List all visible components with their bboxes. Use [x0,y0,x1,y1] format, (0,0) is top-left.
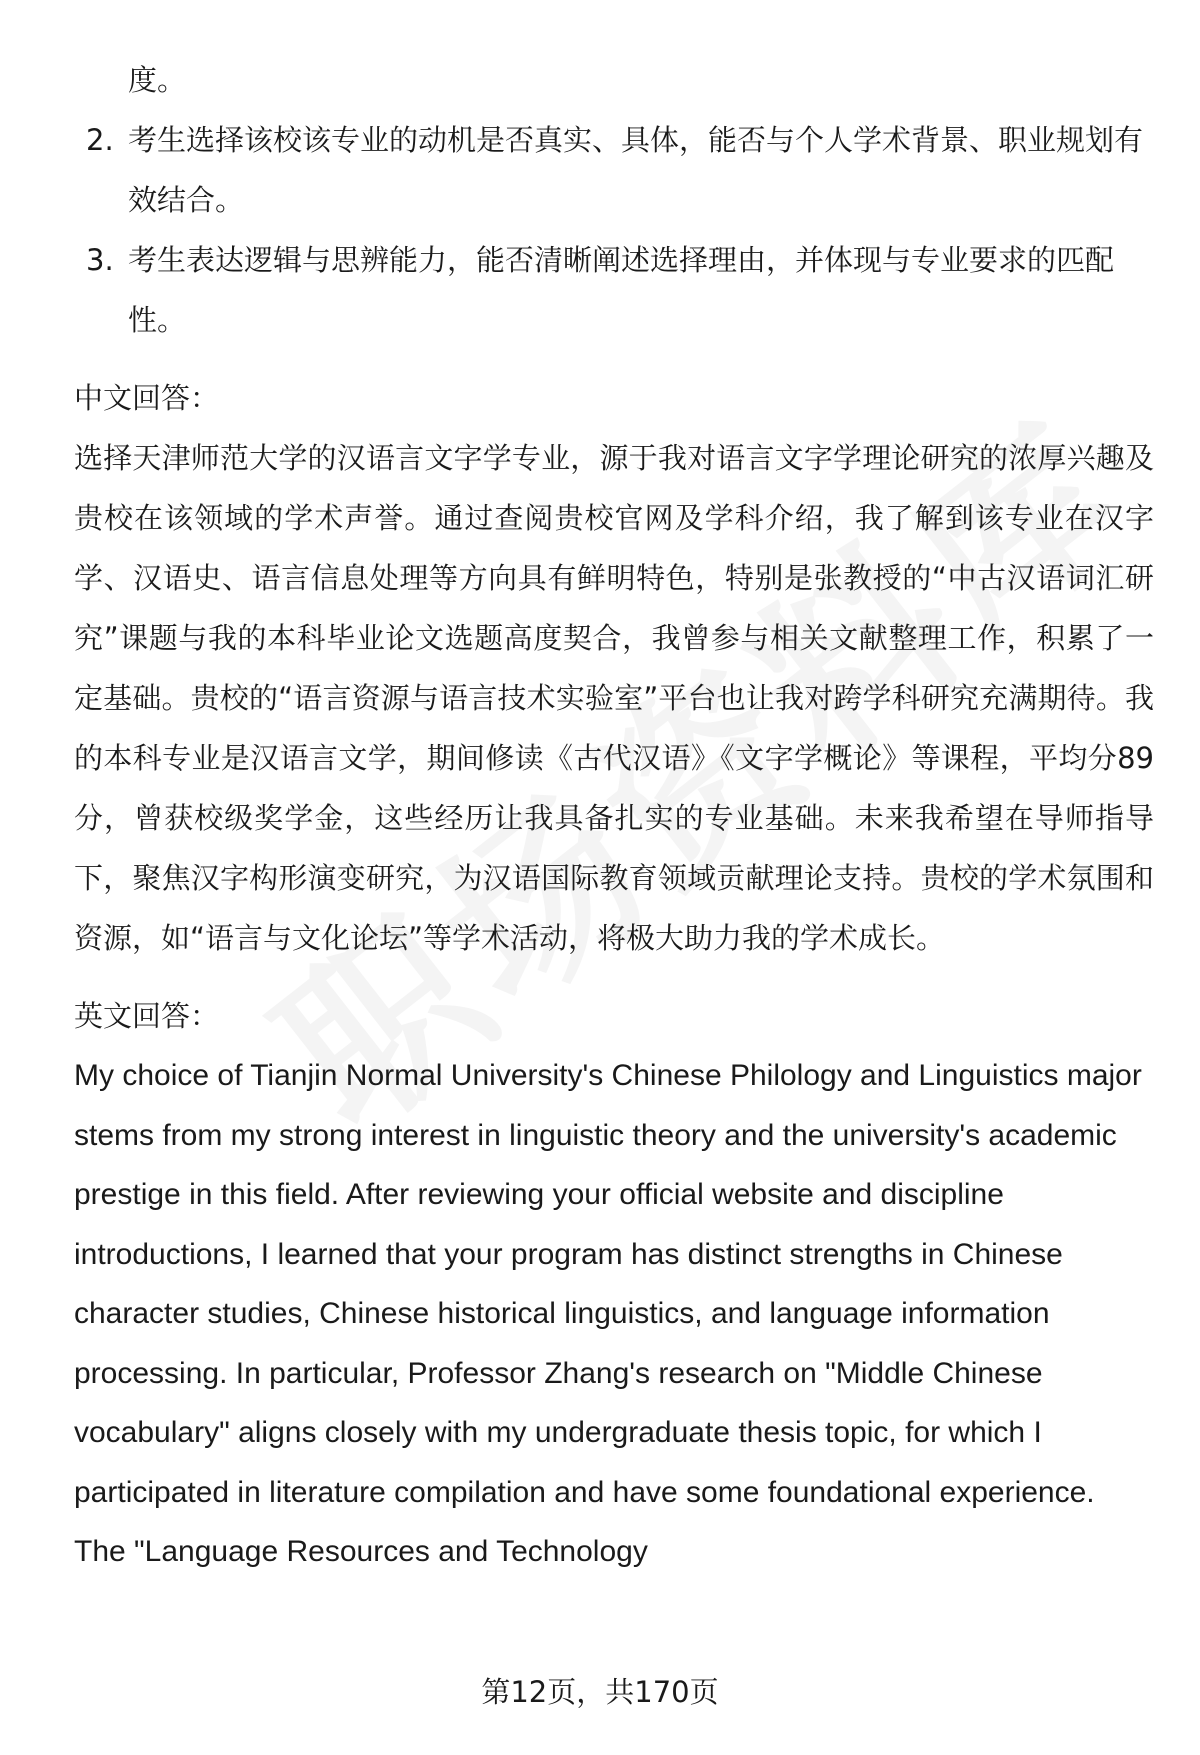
english-answer-text: My choice of Tianjin Normal University's Chinese Philology and Linguistics major stems from my strong interest in linguistic theory and the university's academic prestige in this field. After reviewing your official website and discipline introductions, I learned that your program has distinct strengths in Chinese character studies, Chinese historical linguistics, and language information processing. In particular, Professor Zhang's research on "Middle Chinese vocabulary" aligns closely with my undergraduate thesis topic, for which I participated in literature compilation and have some foundational experience. The "Language Resources and Technology [74,1059,1142,1568]
list-number: 2. [86,123,114,157]
intro-continuation: 度。 [128,63,187,97]
list-text: 考生表达逻辑与思辨能力，能否清晰阐述选择理由，并体现与专业要求的匹配性。 [128,243,1115,337]
chinese-answer-text: 选择天津师范大学的汉语言文字学专业，源于我对语言文字学理论研究的浓厚兴趣及贵校在该领域的学术声誉。通过查阅贵校官网及学科介绍，我了解到该专业在汉字学、汉语史、语言信息处理等方向具有鲜明特色，特别是张教授的“中古汉语词汇研究”课题与我的本科毕业论文选题高度契合，我曾参与相关文献整理工作，积累了一定基础。贵校的“语言资源与语言技术实验室”平台也让我对跨学科研究充满期待。我的本科专业是汉语言文学，期间修读《古代汉语》《文字学概论》等课程，平均分89分，曾获校级奖学金，这些经历让我具备扎实的专业基础。未来我希望在导师指导下，聚焦汉字构形演变研究，为汉语国际教育领域贡献理论支持。贵校的学术氛围和资源，如“语言与文化论坛”等学术活动，将极大助力我的学术成长。 [74,441,1154,955]
list-text: 考生选择该校该专业的动机是否真实、具体，能否与个人学术背景、职业规划有效结合。 [128,123,1144,217]
list-number: 3. [86,243,114,277]
list-item [74,110,1154,230]
english-answer-label: 英文回答： [74,999,220,1033]
page-number: 第12页，共170页 [481,1675,719,1709]
chinese-answer-label: 中文回答： [74,381,220,415]
criteria-list [74,110,1154,350]
list-item [74,230,1154,350]
page-content [74,50,1154,1582]
